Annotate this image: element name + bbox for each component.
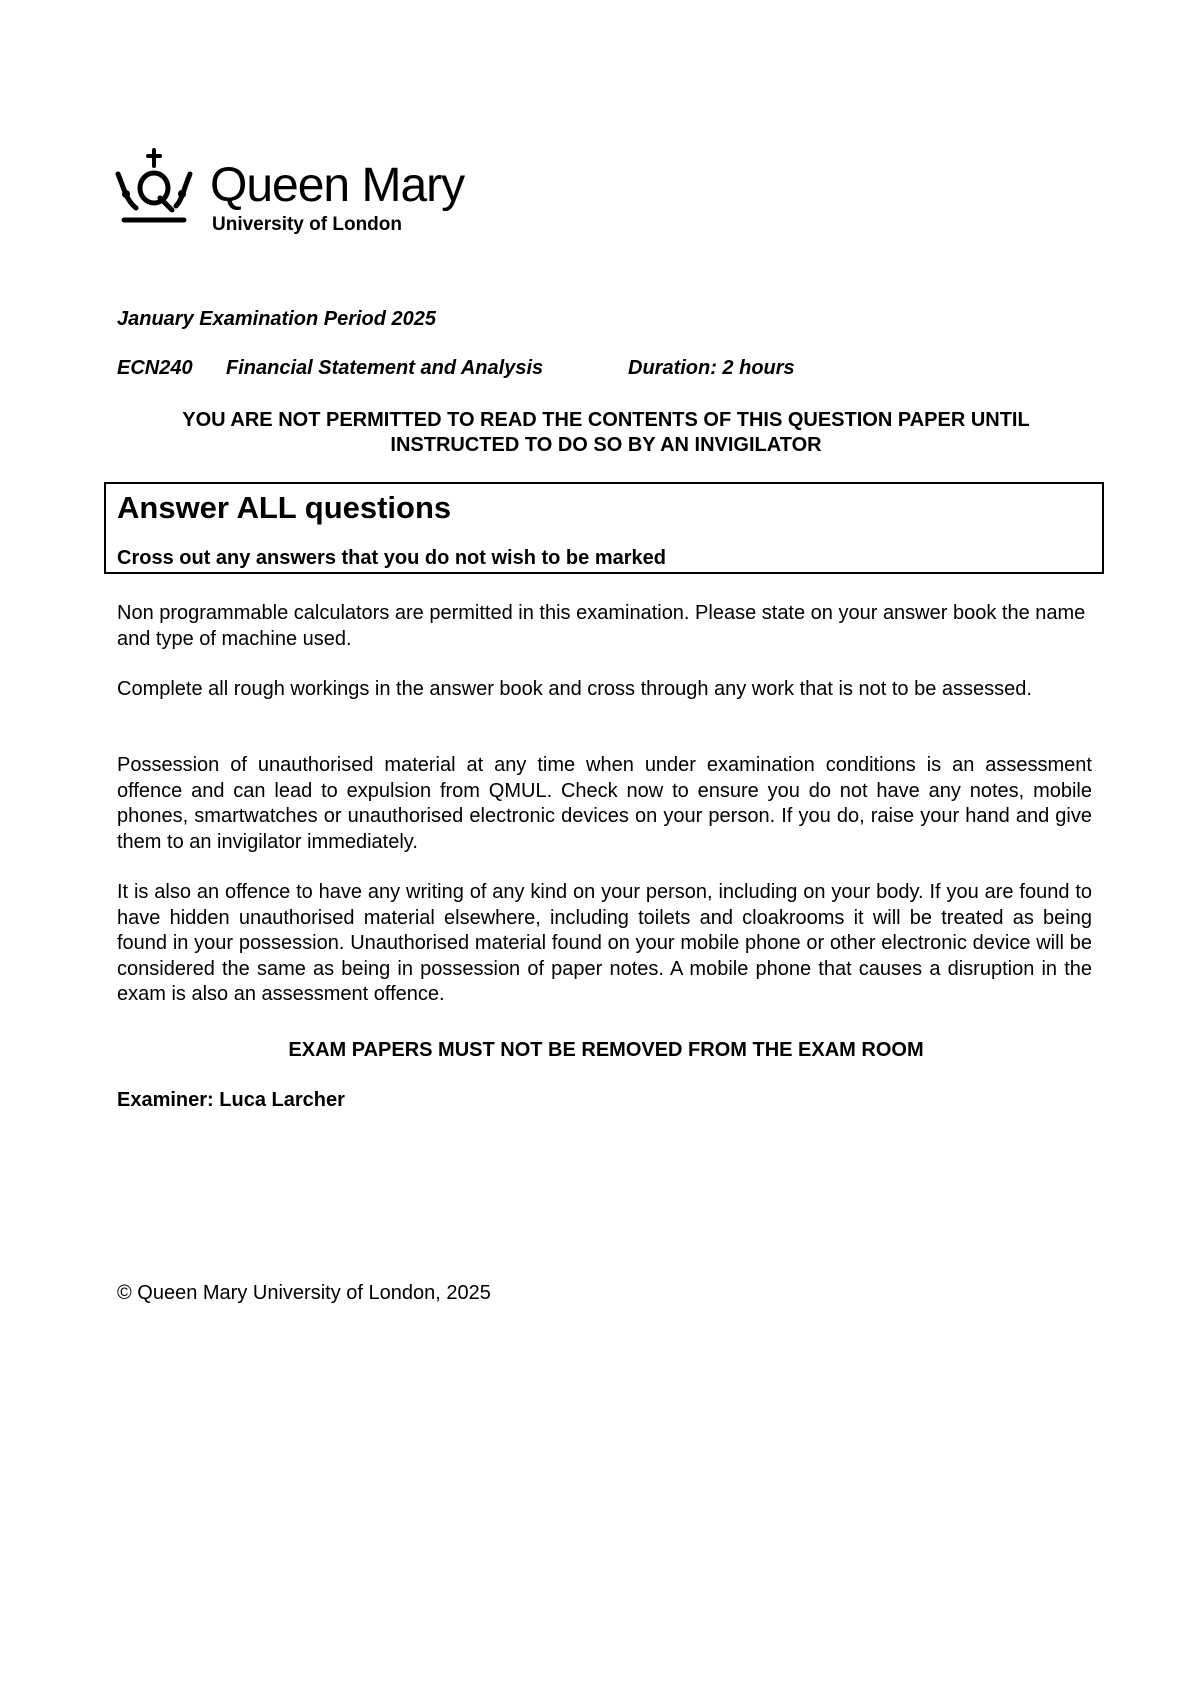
reading-warning bbox=[117, 408, 1095, 458]
instructions-box bbox=[104, 482, 1104, 574]
logo-subtitle: University of London bbox=[212, 214, 402, 235]
writing-offence-paragraph: It is also an offence to have any writing of any kind on your person, including on your body. If you are found to have hidden unauthorised material elsewhere, including toilets and cloakrooms it will be treated as being found in your possession. Unauthorised material found on your mobile phone or other electronic device will be considered the same as being in possession of paper notes. A mobile phone that causes a disruption in the exam is also an assessment offence. bbox=[117, 881, 1092, 1005]
crown-crest-icon bbox=[114, 148, 194, 224]
cross-out-note: Cross out any answers that you do not wish to be marked bbox=[117, 547, 666, 569]
exam-period: January Examination Period 2025 bbox=[117, 308, 437, 330]
course-code: ECN240 bbox=[117, 357, 193, 379]
warning-line-1: YOU ARE NOT PERMITTED TO READ THE CONTENTS OF THIS QUESTION PAPER UNTIL bbox=[182, 409, 1030, 431]
copyright-notice: © Queen Mary University of London, 2025 bbox=[117, 1282, 491, 1304]
examiner-name: Examiner: Luca Larcher bbox=[117, 1089, 345, 1111]
removal-notice: EXAM PAPERS MUST NOT BE REMOVED FROM THE EXAM ROOM bbox=[288, 1039, 924, 1061]
calculators-paragraph: Non programmable calculators are permitted in this examination. Please state on your answer book the name and type of machine used. bbox=[117, 602, 1086, 650]
exam-duration: Duration: 2 hours bbox=[628, 357, 795, 379]
course-title: Financial Statement and Analysis bbox=[226, 357, 544, 379]
unauthorised-material-paragraph: Possession of unauthorised material at any time when under examination conditions is an assessment offence and can lead to expulsion from QMUL. Check now to ensure you do not have any notes, mobile phones, smartwatches or unauthorised electronic devices on your person. If you do, raise your hand and give them to an invigilator immediately. bbox=[117, 754, 1092, 853]
university-logo bbox=[114, 148, 474, 238]
answer-all-heading: Answer ALL questions bbox=[117, 490, 452, 525]
warning-line-2: INSTRUCTED TO DO SO BY AN INVIGILATOR bbox=[390, 434, 822, 456]
rough-work-paragraph: Complete all rough workings in the answer book and cross through any work that is not to be assessed. bbox=[117, 678, 1032, 700]
logo-name: Queen Mary bbox=[210, 159, 465, 212]
